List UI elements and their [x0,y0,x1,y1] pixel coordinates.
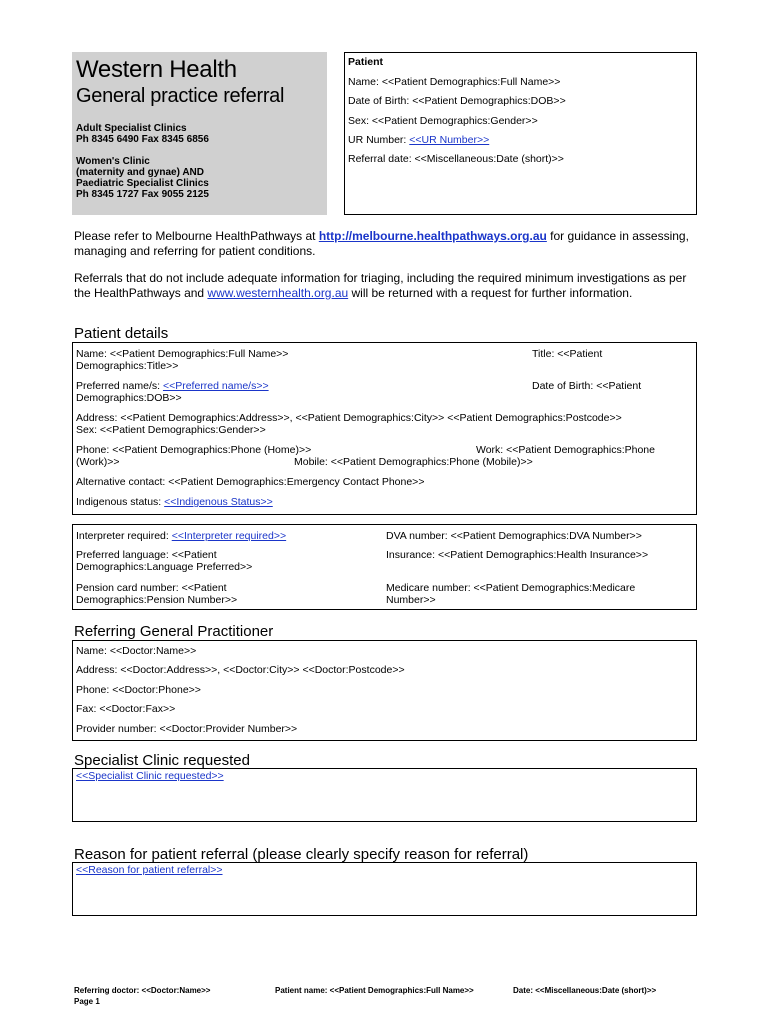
preferred-language: Preferred language: <<Patient [76,549,217,561]
womens-clinic-label: Women's Clinic [76,156,150,167]
pension-card-cont: Demographics:Pension Number>> [76,594,238,606]
reason-heading: Reason for patient referral (please clearly specify reason for referral) [74,846,529,863]
pd-name: Name: <<Patient Demographics:Full Name>> [76,348,289,360]
paediatric-clinics-label: Paediatric Specialist Clinics [76,178,209,189]
gp-box [72,640,697,741]
reason-box[interactable] [72,862,697,916]
org-name: Western Health [76,56,237,83]
pension-card: Pension card number: <<Patient [76,582,227,594]
gp-address: Address: <<Doctor:Address>>, <<Doctor:City>> <<Doctor:Postcode>> [76,664,405,676]
adult-clinics-label: Adult Specialist Clinics [76,123,187,134]
patient-name: Name: <<Patient Demographics:Full Name>> [348,76,561,88]
dva-number: DVA number: <<Patient Demographics:DVA Number>> [386,530,642,542]
form-title: General practice referral [76,85,285,107]
ur-number-row [348,134,489,146]
westernhealth-link[interactable]: www.westernhealth.org.au [207,285,349,300]
patient-details-extra-box [72,524,697,610]
pd-dob: Date of Birth: <<Patient [532,380,642,392]
pd-title-cont: Demographics:Title>> [76,360,179,372]
intro-text-1a: Please refer to Melbourne HealthPathways at [74,229,319,243]
reason-field[interactable]: <<Reason for patient referral>> [76,864,223,876]
indigenous-status-field[interactable]: <<Indigenous Status>> [164,496,273,508]
gp-fax: Fax: <<Doctor:Fax>> [76,703,176,715]
paediatric-clinics-phone: Ph 8345 1727 Fax 9055 2125 [76,189,209,200]
pd-alt-contact: Alternative contact: <<Patient Demographics:Emergency Contact Phone>> [76,476,425,488]
intro-text-2b: will be returned with a request for further information. [348,285,633,300]
gp-provider-number: Provider number: <<Doctor:Provider Number>> [76,723,298,735]
gp-name: Name: <<Doctor:Name>> [76,645,197,657]
patient-box-heading: Patient [348,56,384,68]
pd-phone-work-cont: (Work)>> [76,456,120,468]
pd-phone-home: Phone: <<Patient Demographics:Phone (Home)>> [76,444,312,456]
gp-phone: Phone: <<Doctor:Phone>> [76,684,201,696]
patient-sex: Sex: <<Patient Demographics:Gender>> [348,115,538,127]
pd-preferred-label: Preferred name/s: [76,380,163,392]
womens-clinic-detail: (maternity and gynae) AND [76,167,204,178]
specialist-clinic-field[interactable]: <<Specialist Clinic requested>> [76,770,224,782]
patient-details-box [72,342,697,515]
pd-dob-cont: Demographics:DOB>> [76,392,182,404]
intro-paragraph-1 [74,229,694,258]
gp-heading: Referring General Practitioner [74,623,274,640]
intro-text-2a: Referrals that do not include adequate information for triaging, including the required minimum investigations as per the HealthPathways and [74,271,687,300]
preferred-language-cont: Demographics:Language Preferred>> [76,561,253,573]
pd-address: Address: <<Patient Demographics:Address>>, <<Patient Demographics:City>> <<Patient Demographics:Postcode>> [76,412,622,424]
ur-number-field[interactable]: <<UR Number>> [409,134,490,146]
pd-preferred-row [76,380,269,393]
interpreter-label: Interpreter required: [76,530,172,542]
medicare-number: Medicare number: <<Patient Demographics:Medicare [386,582,636,594]
pd-title: Title: <<Patient [532,348,603,360]
preferred-name-field[interactable]: <<Preferred name/s>> [162,380,269,392]
clinic-box[interactable] [72,768,697,822]
adult-clinics-phone: Ph 8345 6490 Fax 8345 6856 [76,134,209,145]
medicare-number-cont: Number>> [386,594,436,606]
pd-indigenous-label: Indigenous status: [76,496,165,508]
intro-text-1b: for guidance in assessing, managing and referring for patient conditions. [74,229,689,258]
insurance: Insurance: <<Patient Demographics:Health Insurance>> [386,549,649,561]
footer-doctor: Referring doctor: <<Doctor:Name>> [74,986,211,995]
pd-sex: Sex: <<Patient Demographics:Gender>> [76,424,266,436]
patient-summary-box [344,52,697,215]
referral-date: Referral date: <<Miscellaneous:Date (short)>> [348,153,564,165]
header-panel [72,52,327,215]
pd-phone-mobile: Mobile: <<Patient Demographics:Phone (Mobile)>> [294,456,533,468]
footer-date: Date: <<Miscellaneous:Date (short)>> [513,986,657,995]
patient-dob: Date of Birth: <<Patient Demographics:DOB>> [348,95,566,107]
patient-details-heading: Patient details [74,325,169,342]
clinic-heading: Specialist Clinic requested [74,752,250,769]
footer-page: Page 1 [74,997,100,1006]
footer-patient: Patient name: <<Patient Demographics:Full Name>> [275,986,474,995]
interpreter-row [76,530,286,543]
healthpathways-link[interactable]: http://melbourne.healthpathways.org.au [318,229,547,243]
interpreter-required-field[interactable]: <<Interpreter required>> [171,530,287,542]
intro-paragraph-2 [74,271,694,300]
ur-number-label: UR Number: [348,134,410,146]
pd-indigenous-row [76,496,273,509]
pd-phone-work: Work: <<Patient Demographics:Phone [476,444,655,456]
